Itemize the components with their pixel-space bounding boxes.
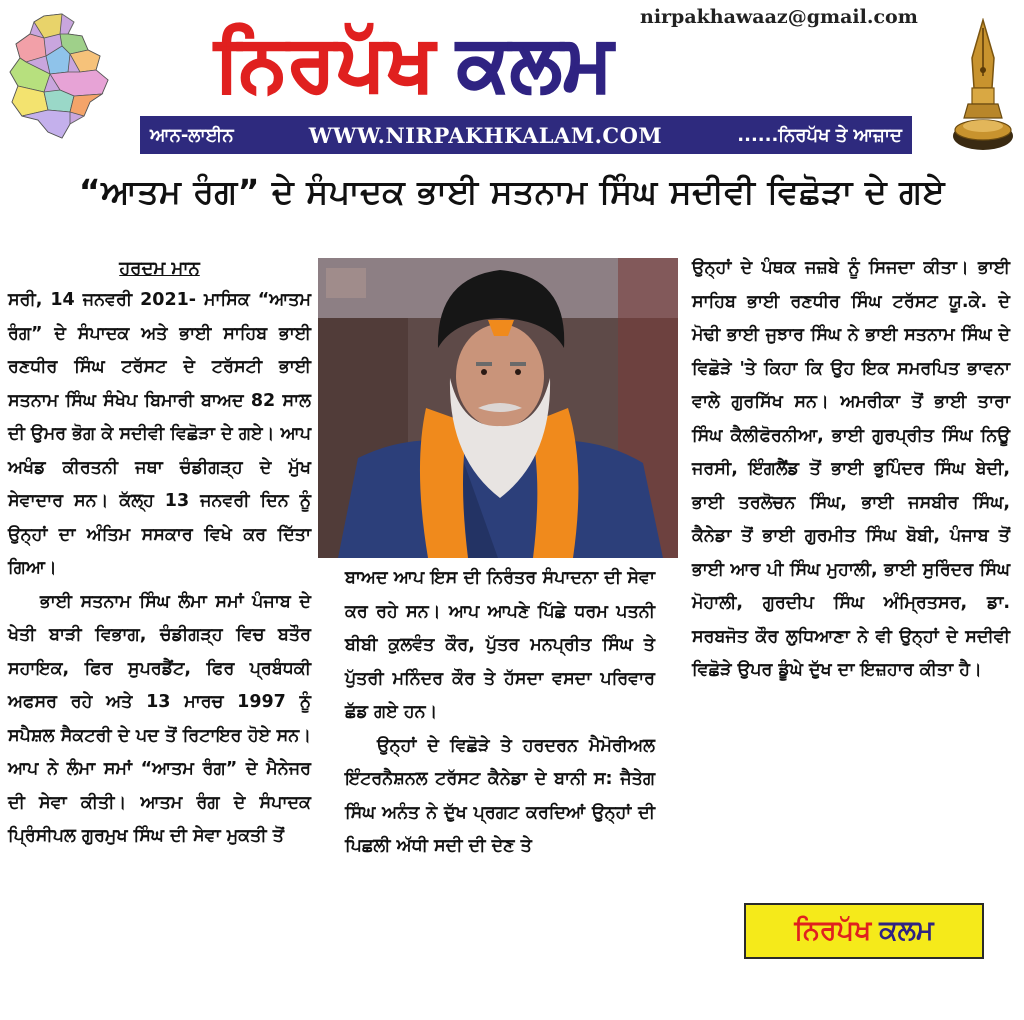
article-headline: “ਆਤਮ ਰੰਗ” ਦੇ ਸੰਪਾਦਕ ਭਾਈ ਸਤਨਾਮ ਸਿੰਘ ਸਦੀਵੀ ਵਿਛੋੜਾ ਦੇ ਗਏ [78,172,946,211]
logo-word-red: ਨਿਰਪੱਖ [215,18,436,107]
article-column-2 [345,562,655,864]
badge-word-red: ਨਿਰਪੱਖ [794,915,872,946]
portrait-illustration [318,258,678,558]
masthead-bar [140,116,912,154]
masthead-logo [215,10,865,115]
article-column-3 [692,252,1010,688]
portrait-photo [318,258,678,558]
website-link[interactable]: WWW.NIRPAKHKALAM.COM [308,122,663,148]
paragraph: ਉਨ੍ਹਾਂ ਦੇ ਪੰਥਕ ਜਜ਼ਬੇ ਨੂੰ ਸਿਜਦਾ ਕੀਤਾ। ਭਾਈ ਸਾਹਿਬ ਭਾਈ ਰਣਧੀਰ ਸਿੰਘ ਟਰੱਸਟ ਯੂ.ਕੇ. ਦੇ ਮੋਢੀ ਭਾਈ ਜੁਝਾਰ ਸਿੰਘ ਨੇ ਭਾਈ ਸਤਨਾਮ ਸਿੰਘ ਦੇ ਵਿਛੋੜੇ 'ਤੇ ਕਿਹਾ ਕਿ ਉਹ ਇਕ ਸਮਰਪਿਤ ਭਾਵਨਾ ਵਾਲੇ ਗੁਰਸਿੱਖ ਸਨ। ਅਮਰੀਕਾ ਤੋਂ ਭਾਈ ਤਾਰਾ ਸਿੰਘ ਕੈਲੀਫੋਰਨੀਆ, ਭਾਈ ਗੁਰਪ੍ਰੀਤ ਸਿੰਘ ਨਿਊ ਜਰਸੀ, ਇੰਗਲੈਂਡ ਤੋਂ ਭਾਈ ਭੁਪਿੰਦਰ ਸਿੰਘ ਬੇਦੀ, ਭਾਈ ਤਰਲੋਚਨ ਸਿੰਘ, ਭਾਈ ਜਸਬੀਰ ਸਿੰਘ, ਕੈਨੇਡਾ ਤੋਂ ਭਾਈ ਗੁਰਮੀਤ ਸਿੰਘ ਬੋਬੀ, ਪੰਜਾਬ ਤੋਂ ਭਾਈ ਆਰ ਪੀ ਸਿੰਘ ਮੁਹਾਲੀ, ਭਾਈ ਸੁਰਿੰਦਰ ਸਿੰਘ ਮੋਹਾਲੀ, ਗੁਰਦੀਪ ਸਿੰਘ ਅੰਮ੍ਰਿਤਸਰ, ਡਾ. ਸਰਬਜੋਤ ਕੌਰ ਲੁਧਿਆਣਾ ਨੇ ਵੀ ਉਨ੍ਹਾਂ ਦੇ ਸਦੀਵੀ ਵਿਛੋੜੇ ਉਪਰ ਡੂੰਘੇ ਦੁੱਖ ਦਾ ਇਜ਼ਹਾਰ ਕੀਤਾ ਹੈ। [692,258,1010,680]
contact-email[interactable]: nirpakhawaaz@gmail.com [640,6,918,28]
paragraph: ਉਨ੍ਹਾਂ ਦੇ ਵਿਛੋੜੇ ਤੇ ਹਰਦਰਨ ਮੈਮੋਰੀਅਲ ਇੰਟਰਨੈਸ਼ਨਲ ਟਰੱਸਟ ਕੈਨੇਡਾ ਦੇ ਬਾਨੀ ਸ: ਜੈਤੇਗ ਸਿੰਘ ਅਨੰਤ ਨੇ ਦੁੱਖ ਪ੍ਰਗਟ ਕਰਦਿਆਂ ਉਨ੍ਹਾਂ ਦੀ ਪਿਛਲੀ ਅੱਧੀ ਸਦੀ ਦੀ ਦੇਣ ਤੇ [345,735,655,856]
masthead [0,0,1024,165]
tagline: ......ਨਿਰਪੱਖ ਤੇ ਆਜ਼ਾਦ [737,124,902,146]
logo-word-navy: ਕਲਮ [457,18,614,107]
byline: ਹਰਦਮ ਮਾਨ [119,258,200,279]
fountain-pen-icon [948,18,1018,158]
paragraph: ਬਾਅਦ ਆਪ ਇਸ ਦੀ ਨਿਰੰਤਰ ਸੰਪਾਦਨਾ ਦੀ ਸੇਵਾ ਕਰ ਰਹੇ ਸਨ। ਆਪ ਆਪਣੇ ਪਿੱਛੇ ਧਰਮ ਪਤਨੀ ਬੀਬੀ ਕੁਲਵੰਤ ਕੌਰ, ਪੁੱਤਰ ਮਨਪ੍ਰੀਤ ਸਿੰਘ ਤੇ ਪੁੱਤਰੀ ਮਨਿੰਦਰ ਕੌਰ ਤੇ ਹੱਸਦਾ ਵਸਦਾ ਪਰਿਵਾਰ ਛੱਡ ਗਏ ਹਨ। [345,568,655,722]
paragraph: ਭਾਈ ਸਤਨਾਮ ਸਿੰਘ ਲੰਮਾ ਸਮਾਂ ਪੰਜਾਬ ਦੇ ਖੇਤੀ ਬਾੜੀ ਵਿਭਾਗ, ਚੰਡੀਗੜ੍ਹ ਵਿਚ ਬਤੌਰ ਸਹਾਇਕ, ਫਿਰ ਸੁਪਰਡੈਂਟ, ਫਿਰ ਪ੍ਰਬੰਧਕੀ ਅਫਸਰ ਰਹੇ ਅਤੇ 13 ਮਾਰਚ 1997 ਨੂੰ ਸਪੈਸ਼ਲ ਸੈਕਟਰੀ ਦੇ ਪਦ ਤੋਂ ਰਿਟਾਇਰ ਹੋਏ ਸਨ। ਆਪ ਨੇ ਲੰਮਾ ਸਮਾਂ “ਆਤਮ ਰੰਗ” ਦੇ ਮੈਨੇਜਰ ਦੀ ਸੇਵਾ ਕੀਤੀ। ਆਤਮ ਰੰਗ ਦੇ ਸੰਪਾਦਕ ਪ੍ਰਿੰਸੀਪਲ ਗੁਰਮੁਖ ਸਿੰਘ ਦੀ ਸੇਵਾ ਮੁਕਤੀ ਤੋਂ [8,591,311,846]
article-column-1 [8,254,311,854]
paragraph: ਸਰੀ, 14 ਜਨਵਰੀ 2021- ਮਾਸਿਕ “ਆਤਮ ਰੰਗ” ਦੇ ਸੰਪਾਦਕ ਅਤੇ ਭਾਈ ਸਾਹਿਬ ਭਾਈ ਰਣਧੀਰ ਸਿੰਘ ਟਰੱਸਟ ਦੇ ਟਰੱਸਟੀ ਭਾਈ ਸਤਨਾਮ ਸਿੰਘ ਸੰਖੇਪ ਬਿਮਾਰੀ ਬਾਅਦ 82 ਸਾਲ ਦੀ ਉਮਰ ਭੋਗ ਕੇ ਸਦੀਵੀ ਵਿਛੋੜਾ ਦੇ ਗਏ। ਆਪ ਅਖੰਡ ਕੀਰਤਨੀ ਜਥਾ ਚੰਡੀਗੜ੍ਹ ਦੇ ਮੁੱਖ ਸੇਵਾਦਾਰ ਸਨ। ਕੱਲ੍ਹ 13 ਜਨਵਰੀ ਦਿਨ ਨੂੰ ਉਨ੍ਹਾਂ ਦਾ ਅੰਤਿਮ ਸਸਕਾਰ ਵਿਖੇ ਕਰ ਦਿੱਤਾ ਗਿਆ। [8,290,311,578]
nirpakh-kalam-badge [744,903,984,959]
online-label: ਆਨ-ਲਾਈਨ [150,124,234,146]
badge-word-navy: ਕਲਮ [879,915,934,946]
punjab-map-icon [4,12,114,144]
